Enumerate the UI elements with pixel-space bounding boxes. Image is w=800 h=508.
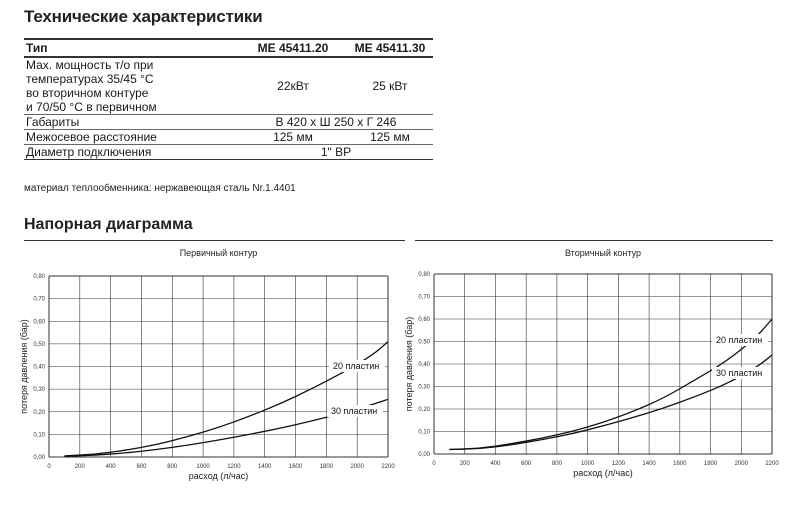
specs-header-row bbox=[24, 39, 433, 57]
power-label bbox=[24, 57, 239, 115]
x-tick-label: 1800 bbox=[703, 461, 718, 467]
x-tick-label: 1000 bbox=[580, 461, 595, 467]
y-tick-label: 0,50 bbox=[33, 341, 45, 348]
x-tick-label: 1000 bbox=[196, 464, 210, 470]
x-tick-label: 2200 bbox=[381, 464, 395, 470]
secondary-circuit-chart bbox=[400, 242, 785, 487]
x-tick-label: 1400 bbox=[642, 461, 656, 467]
series-label: 30 пластин bbox=[331, 406, 378, 416]
material-note: материал теплообменника: нержавеющая сталь Nr.1.4401 bbox=[24, 183, 296, 194]
x-tick-label: 0 bbox=[432, 461, 436, 467]
y-tick-label: 0,60 bbox=[418, 317, 430, 323]
power-value-20: 22кВт bbox=[239, 57, 347, 115]
y-tick-label: 0,40 bbox=[33, 364, 45, 371]
y-tick-label: 0,40 bbox=[418, 362, 430, 368]
connection-value: 1" ВР bbox=[239, 145, 433, 160]
series-label: 20 пластин bbox=[716, 335, 763, 345]
power-value-30: 25 кВт bbox=[347, 57, 433, 115]
x-tick-label: 2200 bbox=[765, 461, 779, 467]
connection-row bbox=[24, 145, 433, 160]
x-axis-label: расход (л/час) bbox=[573, 468, 633, 478]
specs-title: Технические характеристики bbox=[24, 7, 263, 26]
x-tick-label: 1600 bbox=[288, 464, 303, 470]
y-tick-label: 0,70 bbox=[418, 294, 430, 301]
x-tick-label: 1200 bbox=[227, 464, 241, 470]
x-tick-label: 800 bbox=[551, 461, 562, 467]
header-model-20: МЕ 45411.20 bbox=[239, 39, 347, 57]
y-tick-label: 0,80 bbox=[33, 274, 45, 280]
dimensions-row bbox=[24, 115, 433, 130]
x-tick-label: 1200 bbox=[611, 461, 626, 467]
x-tick-label: 0 bbox=[47, 464, 51, 470]
spacing-label: Межосевое расстояние bbox=[24, 130, 239, 145]
power-row bbox=[24, 57, 433, 115]
y-tick-label: 0,00 bbox=[33, 455, 45, 461]
series-label: 20 пластин bbox=[333, 361, 380, 371]
x-tick-label: 800 bbox=[167, 464, 178, 470]
y-tick-label: 0,30 bbox=[418, 384, 430, 391]
primary-circuit-chart bbox=[19, 242, 395, 487]
y-tick-label: 0,50 bbox=[418, 339, 430, 346]
header-model-30: МЕ 45411.30 bbox=[347, 39, 433, 57]
x-tick-label: 2000 bbox=[734, 461, 748, 467]
connection-label: Диаметр подключения bbox=[24, 145, 239, 160]
x-tick-label: 200 bbox=[459, 461, 470, 467]
x-tick-label: 2000 bbox=[350, 464, 364, 470]
y-axis-label: потеря давления (бар) bbox=[404, 316, 414, 412]
y-tick-label: 0,30 bbox=[33, 387, 45, 394]
y-tick-label: 0,20 bbox=[33, 409, 45, 416]
specs-table bbox=[24, 38, 433, 160]
y-tick-label: 0,20 bbox=[418, 407, 430, 413]
x-axis-label: расход (л/час) bbox=[188, 471, 249, 481]
chart-title: Вторичный контур bbox=[564, 248, 642, 258]
spacing-value-20: 125 мм bbox=[239, 130, 347, 145]
x-tick-label: 400 bbox=[105, 464, 116, 470]
power-label-line: температурах 35/45 °С bbox=[26, 72, 154, 86]
y-tick-label: 0,80 bbox=[418, 272, 430, 278]
dimensions-value: В 420 х Ш 250 х Г 246 bbox=[239, 115, 433, 130]
y-axis-label: потеря давления (бар) bbox=[19, 319, 29, 414]
y-tick-label: 0,00 bbox=[418, 452, 430, 458]
chart-title: Первичный контур bbox=[179, 248, 258, 258]
y-tick-label: 0,10 bbox=[33, 432, 45, 439]
x-tick-label: 1800 bbox=[319, 464, 334, 470]
x-tick-label: 1600 bbox=[673, 461, 687, 467]
diagram-rule-left bbox=[24, 240, 405, 241]
diagram-title: Напорная диаграмма bbox=[24, 216, 193, 233]
x-tick-label: 1400 bbox=[258, 464, 272, 470]
spacing-row bbox=[24, 130, 433, 145]
power-label-line: во вторичном контуре bbox=[26, 86, 149, 100]
x-tick-label: 200 bbox=[74, 464, 85, 470]
header-type: Тип bbox=[24, 39, 239, 57]
spacing-value-30: 125 мм bbox=[347, 130, 433, 145]
x-tick-label: 600 bbox=[136, 464, 147, 470]
x-tick-label: 600 bbox=[521, 461, 532, 467]
dimensions-label: Габариты bbox=[24, 115, 239, 130]
x-tick-label: 400 bbox=[490, 461, 501, 467]
power-label-line: Мах. мощность т/о при bbox=[26, 58, 154, 72]
y-tick-label: 0,60 bbox=[33, 319, 45, 326]
diagram-rule-right bbox=[415, 240, 773, 241]
y-tick-label: 0,70 bbox=[33, 296, 45, 303]
power-label-line: и 70/50 °С в первичном bbox=[26, 100, 157, 114]
y-tick-label: 0,10 bbox=[418, 429, 430, 436]
series-label: 30 пластин bbox=[716, 368, 763, 378]
